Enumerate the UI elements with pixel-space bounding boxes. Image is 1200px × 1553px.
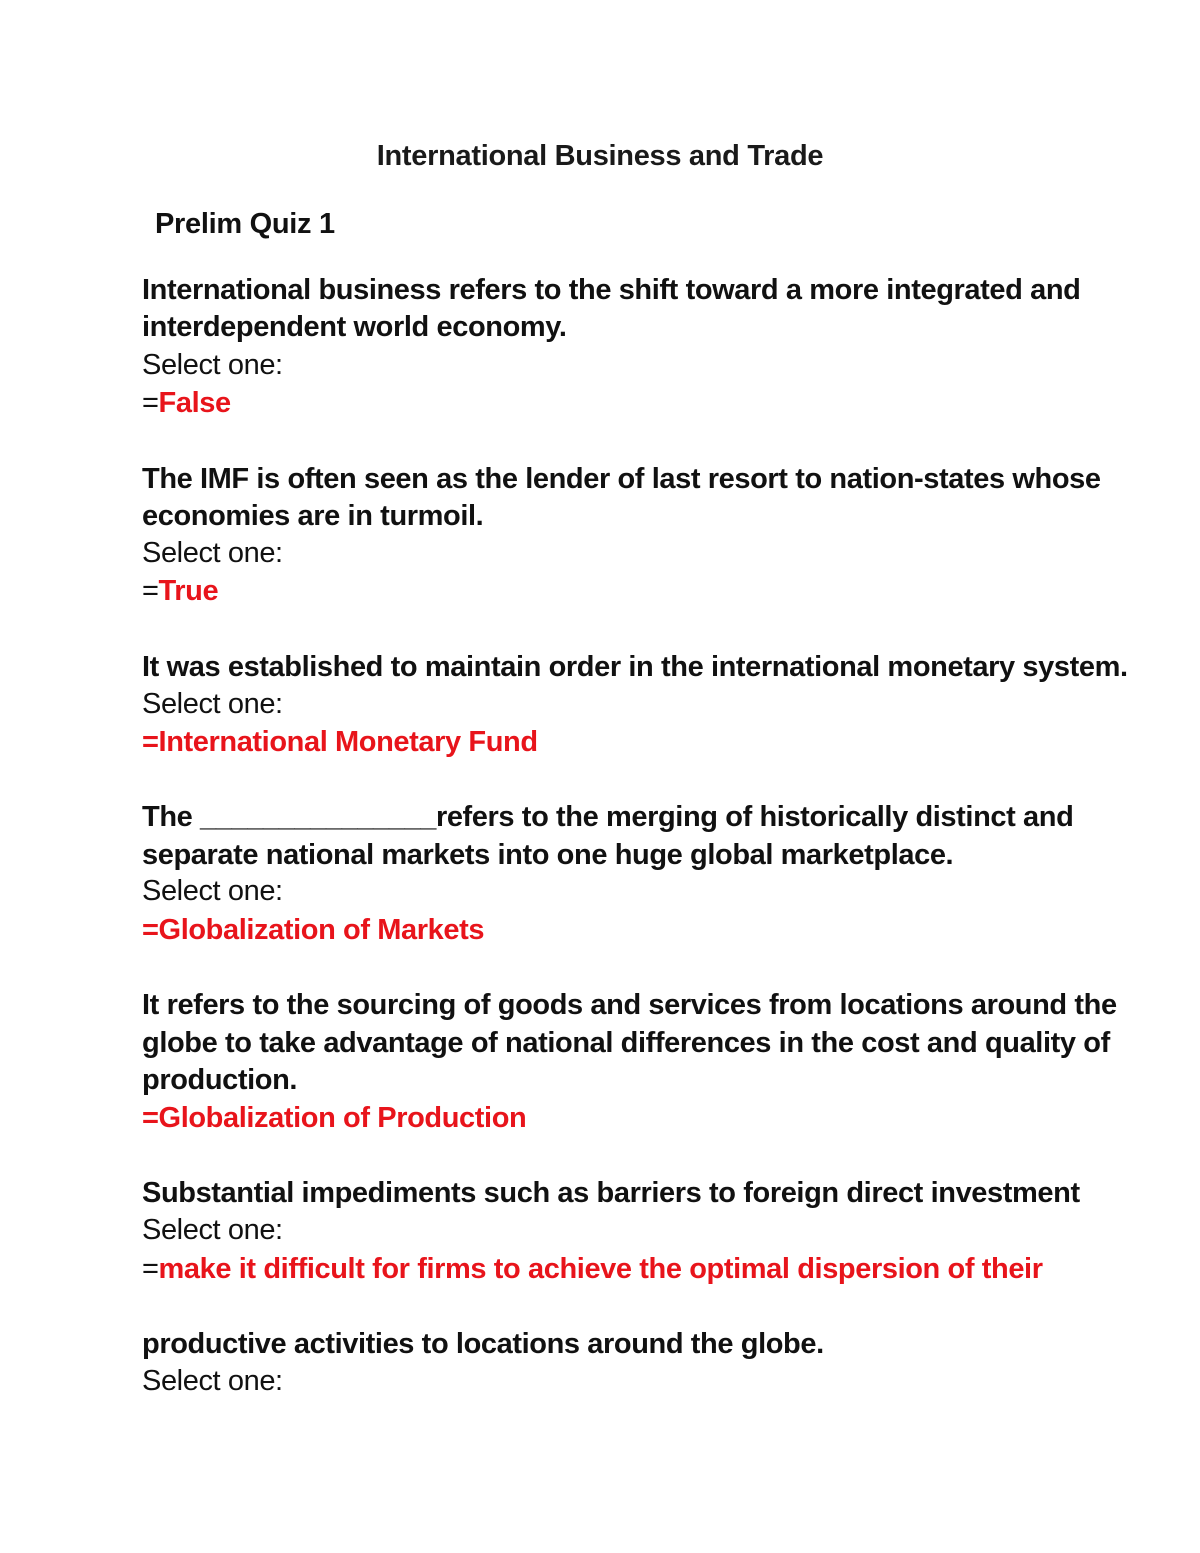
answer-value: =Globalization of Markets — [142, 914, 485, 946]
question-2-line-1: The IMF is often seen as the lender of last resort to nation-states whose — [142, 463, 1101, 495]
answer-value: make it difficult for firms to achieve the optimal dispersion of their — [158, 1253, 1043, 1285]
answer-equals: = — [142, 575, 159, 607]
question-3-select-one: Select one: — [142, 688, 283, 720]
question-6-answer — [142, 1251, 1043, 1288]
quiz-heading: Prelim Quiz 1 — [155, 208, 335, 240]
answer-value: =Globalization of Production — [142, 1102, 527, 1134]
answer-value: =International Monetary Fund — [142, 726, 538, 758]
question-2-line-2: economies are in turmoil. — [142, 500, 484, 532]
question-3-answer — [142, 724, 538, 761]
question-1-line-2: interdependent world economy. — [142, 311, 567, 343]
answer-equals: = — [142, 387, 159, 419]
question-5-line-3: production. — [142, 1064, 298, 1096]
question-1-answer — [142, 385, 231, 422]
question-4-line-2: separate national markets into one huge global marketplace. — [142, 839, 954, 871]
question-5-line-2: globe to take advantage of national differences in the cost and quality of — [142, 1027, 1110, 1059]
question-6-select-one: Select one: — [142, 1214, 283, 1246]
answer-value: False — [158, 387, 231, 419]
document-title: International Business and Trade — [376, 140, 824, 172]
question-4-answer — [142, 912, 484, 949]
question-5-answer — [142, 1100, 526, 1137]
answer-equals: = — [142, 1253, 159, 1285]
question-7-line-1: productive activities to locations around the globe. — [142, 1328, 824, 1360]
question-5-line-1: It refers to the sourcing of goods and services from locations around the — [142, 989, 1117, 1021]
answer-value: True — [158, 575, 219, 607]
question-7-select-one: Select one: — [142, 1365, 283, 1397]
question-1-line-1: International business refers to the shift toward a more integrated and — [142, 274, 1081, 306]
question-2-select-one: Select one: — [142, 537, 283, 569]
question-6-line-1: Substantial impediments such as barriers to foreign direct investment — [142, 1177, 1080, 1209]
question-3-line-1: It was established to maintain order in the international monetary system. — [142, 651, 1128, 683]
question-4-line-1: The _______________refers to the merging of historically distinct and — [142, 801, 1074, 833]
question-2-answer — [142, 573, 218, 610]
question-4-select-one: Select one: — [142, 875, 283, 907]
question-1-select-one: Select one: — [142, 349, 283, 381]
